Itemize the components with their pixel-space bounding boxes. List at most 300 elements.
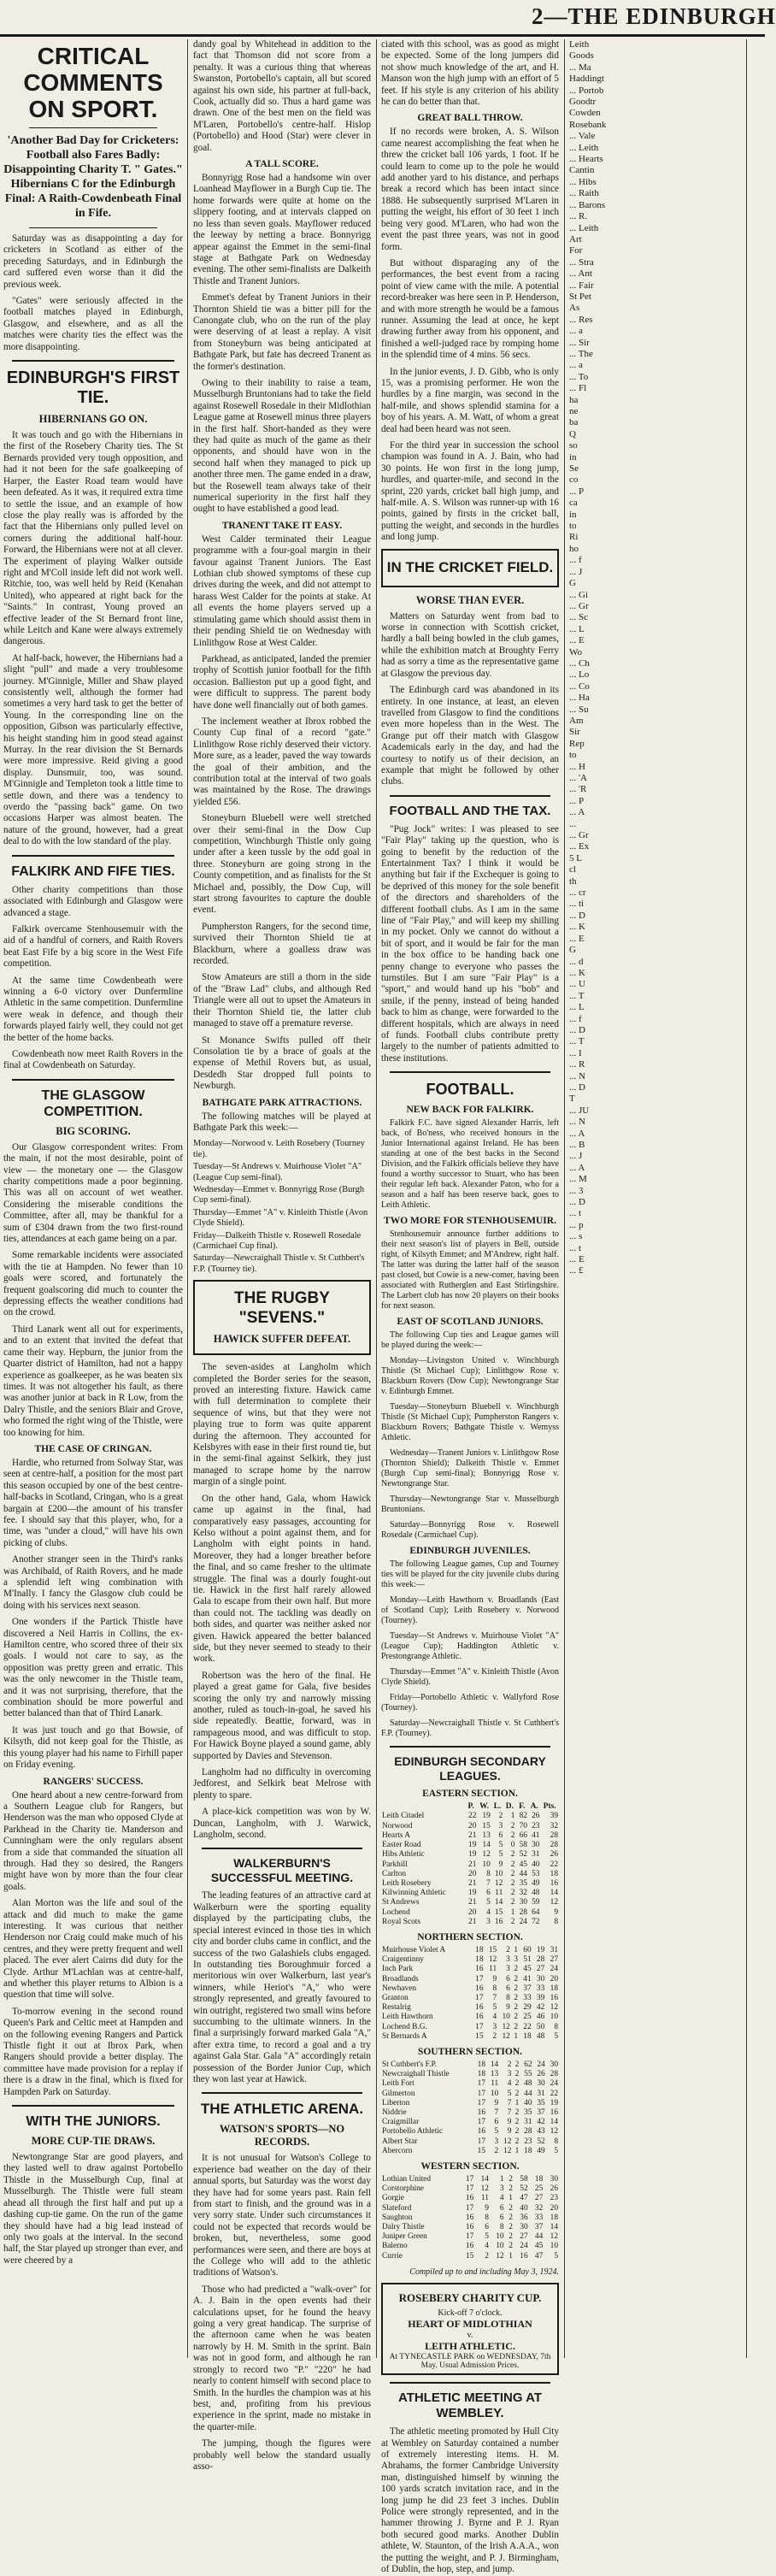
stat-cell: 18 — [477, 2060, 486, 2069]
stat-cell: 43 — [537, 2127, 545, 2137]
cropped-text-line: in — [569, 451, 577, 463]
stat-cell: 12 — [502, 2022, 510, 2031]
cropped-text-line: ... Fl — [569, 383, 587, 394]
stat-cell: 30 — [536, 1974, 545, 1984]
stat-cell: 2 — [514, 2003, 519, 2013]
stat-cell: 17 — [475, 1974, 484, 1984]
stat-cell: 0 — [510, 1841, 515, 1850]
stat-cell: 8 — [554, 1917, 558, 1926]
article-paragraph: The athletic meeting promoted by Hull City at Wembley on Saturday contained a number of extremely interesting items. H. M. Abrahams, the former Cambridge University man, distinguished himself by winning the 100 yards scratch invitation race, and in the long jump he did 23 feet 3 inches. Dublin Police were strongly represented, and in the hammer throwing J. Byrne and P. J. Ryan both secured good marks. Another Dublin athlete, W. Staunton, of the Irish A.A.A., won the putting the weight, and P. J. Birmingham, of Dublin, the hop, step, and jump. — [381, 2426, 559, 2575]
stat-cell: 33 — [523, 1993, 532, 2002]
stat-cell: 31 — [550, 1945, 558, 1954]
stat-cell: 51 — [523, 1955, 532, 1965]
headline-athletic-arena: THE ATHLETIC ARENA. — [200, 2101, 364, 2118]
team-name-cell: St Cuthbert's F.P. — [382, 2060, 437, 2069]
subheading-southern-section: SOUTHERN SECTION. — [417, 2046, 523, 2057]
stat-cell: 28 — [550, 1830, 558, 1840]
team-name-cell: Craigmillar — [382, 2118, 420, 2127]
stat-cell: 36 — [520, 2213, 528, 2222]
article-paragraph: St Monance Swifts pulled off their Consolation tie by a brace of goals at the expense of Methil Rovers but, as usual, Desdedh Star dropped full points to Newburgh. — [193, 1035, 371, 1092]
team-name-cell: Leith Hawthorn — [382, 2013, 433, 2022]
stat-cell: 24 — [550, 1965, 558, 1974]
cropped-text-line: ... Su — [569, 704, 589, 715]
stat-cell: 29 — [523, 2003, 532, 2013]
stat-cell: 49 — [537, 2146, 545, 2155]
headline-football-tax: FOOTBALL AND THE TAX. — [389, 803, 551, 818]
stat-cell: 21 — [468, 1860, 477, 1869]
article-paragraph: The following Cup ties and League games will be played during the week:— — [381, 1330, 559, 1351]
stat-cell: 1 — [510, 1812, 515, 1821]
cropped-text-line: Q — [569, 428, 576, 439]
article-paragraph: One heard about a new centre-forward from a Southern League club for Rangers, but Henderson was the man who opposed Clyde at Parkhead in the Charity tie. Manderson and Cunningham were the only regulars absent from a side that commanded the situation all through. Had they so desired, the Rangers might have won by more than the four clear goals. — [3, 1789, 183, 1892]
cropped-text-line: ... Hearts — [569, 154, 603, 165]
stat-cell: 6 — [498, 1830, 503, 1840]
stat-cell: 28 — [536, 1955, 545, 1965]
article-paragraph: Pumpherston Rangers, for the second time, survived their Thornton Shield tie at Blackburn, where a goalless draw was recorded. — [193, 921, 371, 967]
stat-cell: 2 — [509, 2174, 513, 2184]
stat-cell: 2 — [485, 2251, 489, 2261]
subheading-hibernians-go-on: HIBERNIANS GO ON. — [38, 413, 148, 426]
stat-cell: 30 — [519, 1898, 527, 1907]
stat-cell: 18 — [477, 2070, 486, 2079]
divider — [390, 1746, 550, 1748]
article-paragraph: Monday—Leith Hawthorn v. Broadlands (East of Scotland Cup); Leith Rosebery v. Norwood (Tourney). — [381, 1595, 559, 1626]
cropped-text-line: ... The — [569, 348, 593, 359]
cropped-text-line: ... a — [569, 360, 583, 371]
stat-cell: 32 — [519, 1889, 527, 1898]
stat-cell: 9 — [507, 2127, 512, 2137]
article-paragraph: On the other hand, Gala, whom Hawick came up against in the final, had comparatively easy passages, accounting for Kelso without a point against them, and for Langholm with eight points in hand. Moreover, they had a longer breather before the final, and so came fresher to the ultimate struggle. The final was a dourly fought-out tie. Hawick in the first half rarely allowed Gala to escape from their own half. But more than could not. The tackling was deadly on both sides, and quarter was neither asked nor given. Hawick appeared the better balanced side, but they never seemed to steady to their work. — [193, 1493, 371, 1665]
article-paragraph: Stoneyburn Bluebell were well stretched over their semi-final in the Dow Cup competition, Winchburgh Thistle only going under after a keen tussle by the odd goal in three. Stoneyburn are going strong in the County competition, and as finalists for the St Michael and, possibly, the Dow Cup, will start strong favourites to capture the double event. — [193, 813, 371, 916]
stat-cell: 23 — [550, 2194, 558, 2203]
stat-cell: 19 — [468, 1850, 477, 1860]
team-name-cell: Liberton — [382, 2098, 410, 2107]
stat-cell: 10 — [494, 1869, 503, 1878]
cropped-text-line: ... Fair — [569, 280, 594, 291]
stat-cell: 25 — [523, 2013, 532, 2022]
article-paragraph: Emmet's defeat by Tranent Juniors in their Thornton Shield tie was a bitter pill for the Canongate club, who on the run of the play were deserving of at least a replay. A visit from Stoneyburn was being anticipated at Bathgate Park, but fate has decreed Tranent as the former's destination. — [193, 292, 371, 372]
cropped-text-line: ... cr — [569, 887, 586, 899]
stat-cell: 5 — [498, 1850, 503, 1860]
stat-cell: 41 — [532, 1830, 540, 1840]
stat-cell: 19 — [550, 2098, 558, 2107]
stat-cell: 18 — [550, 1984, 558, 1993]
team-name-cell: Broadlands — [382, 1974, 419, 1984]
subheading-great-ball-throw: GREAT BALL THROW. — [417, 113, 523, 124]
stat-cell: 3 — [506, 1955, 510, 1965]
stat-cell: 6 — [486, 1889, 491, 1898]
column-4-cropped — [569, 39, 744, 2358]
stat-cell: 40 — [532, 1860, 540, 1869]
stat-cell: 2 — [514, 2118, 520, 2127]
cropped-text-line: ... ti — [569, 899, 585, 910]
stat-cell: 50 — [536, 2022, 545, 2031]
cropped-text-line: Cowden — [569, 108, 601, 119]
stat-cell: 46 — [536, 2013, 545, 2022]
team-name-cell: Lochend — [382, 1907, 410, 1917]
rugby-sevens-box — [193, 1280, 371, 1355]
subheading-east-of-scotland-juniors: EAST OF SCOTLAND JUNIORS. — [397, 1317, 544, 1328]
stat-cell: 24 — [537, 2060, 545, 2069]
article-paragraph: It was just touch and go that Bowsie, of Kilsyth, did not keep goal for the Thistle, as this young player had his name to Firhill paper on Friday evening. — [3, 1724, 183, 1771]
stat-cell: 6 — [485, 2223, 489, 2231]
stat-cell: 48 — [524, 2079, 532, 2089]
stat-cell: 10 — [550, 2013, 558, 2022]
headline-critical-comments: CRITICAL COMMENTS ON SPORT. — [23, 43, 163, 122]
team-name-cell: Albert Star — [382, 2137, 418, 2146]
stat-cell: 19 — [536, 1945, 545, 1954]
team-name-cell: Lochend B.G. — [382, 2022, 427, 2031]
stat-cell: 4 — [507, 2079, 512, 2089]
stat-cell: 12 — [503, 2137, 512, 2146]
stat-cell: 16 — [494, 1917, 503, 1926]
team-name-cell: Balerno — [382, 2242, 408, 2251]
stat-cell: 8 — [492, 1984, 497, 1993]
stat-cell: 23 — [524, 2137, 532, 2146]
stat-cell: 26 — [550, 2184, 558, 2194]
charity-cup-advert — [381, 2283, 559, 2375]
cropped-text-line: ... Ex — [569, 841, 590, 852]
stat-cell: 24 — [550, 2079, 558, 2089]
stat-cell: 13 — [490, 2070, 499, 2079]
subheading-more-cup-tie-draws: MORE CUP-TIE DRAWS. — [31, 2135, 156, 2148]
stat-cell: 2 — [514, 1965, 519, 1974]
article-paragraph: Newtongrange Star are good players, and they lasted well to draw against Portobello Thistle in the Musselburgh Cup, final at Musselburgh. The Thistle were full steam ahead all through the first half and put up a dashing cup-tie game. On the run of the game they should have had a big lead instead of only two goals at the interval. In the second half, the Star played up stronger than ever, and were cheered by a — [3, 2152, 183, 2266]
article-paragraph: Saturday was as disappointing a day for cricketers in Scotland as either of the preceding Saturdays, and in Edinburgh the card suffered even worse than it did the previous week. — [3, 233, 183, 290]
stat-cell: 2 — [514, 2107, 520, 2117]
stat-cell: 17 — [475, 1993, 484, 2002]
cropped-text-line: Se — [569, 463, 579, 475]
stat-cell: 6 — [499, 2203, 504, 2213]
stat-cell: 37 — [534, 2223, 544, 2231]
cropped-text-line: ... Gr — [569, 600, 589, 611]
article-paragraph: Robertson was the hero of the final. He played a great game for Gala, five besides scoring the only try and narrowly missing another, ruled as touch-in-goal, he saved his side repeatedly. Beattie, forward, was in rampageous mood, and was difficult to stop. For Hawick Boyne played a sound game, ably supported by Davies and Stevenson. — [193, 1670, 371, 1761]
cropped-text-line: ... f — [569, 1013, 582, 1024]
stat-cell: 30 — [550, 2060, 558, 2069]
table-row — [381, 2118, 559, 2127]
stat-cell: 13 — [482, 1830, 491, 1840]
table-row — [381, 2147, 559, 2156]
table-header: W. — [479, 1802, 489, 1812]
stat-cell: 7 — [494, 2107, 499, 2117]
stat-cell: 39 — [550, 1812, 558, 1821]
cropped-text-line: ... Co — [569, 681, 590, 692]
stat-cell: 17 — [477, 2098, 486, 2107]
stat-cell: 9 — [498, 1860, 503, 1869]
stat-cell: 16 — [550, 1878, 558, 1888]
article-paragraph: Wednesday—Tranent Juniors v. Linlithgow Rose (Thornton Shield); Dalkeith Thistle v. Emmet (Burgh Cup semi-final); Bonnyrigg Rose v. Newtongrange Star. — [381, 1448, 559, 1489]
stat-cell: 47 — [534, 2251, 544, 2261]
cropped-text-line: co — [569, 475, 579, 486]
table-row — [381, 1831, 559, 1841]
stat-cell: 2 — [509, 2242, 513, 2251]
stat-cell: 2 — [509, 2184, 513, 2194]
stat-cell: 16 — [465, 2242, 474, 2251]
stat-cell: 2 — [514, 2079, 520, 2089]
stat-cell: 17 — [477, 2089, 486, 2098]
cropped-text-line: ... Hibs — [569, 176, 597, 187]
stat-cell: 14 — [550, 2223, 558, 2231]
stat-cell: 17 — [477, 2079, 486, 2089]
article-paragraph: Stenhousemuir announce further additions to their next season's list of players in Bell, outside right, of Kilsyth Emmet; and M'Andrew, right half. The latter was during the latter half of the season past closed, but Cowie is a new-comer, having been associated with Rutherglen and East Stirlingshire. The Larbert club has now 20 players on their books for next season. — [381, 1229, 559, 1312]
subheading-western-section: WESTERN SECTION. — [420, 2160, 520, 2172]
fixture-item: Saturday—Newcraighall Thistle v. St Cuthbert's F.P. (Tourney tie). — [193, 1253, 365, 1274]
team-name-cell: Craigentinny — [382, 1955, 424, 1965]
stat-cell: 22 — [550, 1860, 558, 1869]
cropped-text-line: ... D — [569, 1024, 585, 1035]
stat-cell: 64 — [532, 1907, 540, 1917]
stat-cell: 5 — [507, 2089, 512, 2098]
team-name-cell: Easter Road — [382, 1841, 421, 1850]
stat-cell: 1 — [514, 2098, 520, 2107]
stat-cell: 5 — [554, 2031, 558, 2041]
table-header: D. — [505, 1802, 514, 1812]
cricket-box — [381, 549, 559, 587]
headline-walkerburn: WALKERBURN'S SUCCESSFUL MEETING. — [210, 1856, 354, 1885]
article-paragraph: dandy goal by Whitehead in addition to the fact that Thomson did not score from a penalty. It was a curious thing that whereas Swanston, Portobello's captain, all but scored against his own side, his partner at full-back, Cook, actually did so. Thus a hard game was drawn. One of the best men on the field was M'Laren, Portobello's centre-half. Hislop (Portobello) and Hood (Star) were clever in goal. — [193, 39, 371, 153]
stat-cell: 18 — [523, 2031, 532, 2041]
stat-cell: 12 — [503, 2146, 512, 2155]
stat-cell: 7 — [492, 1993, 497, 2002]
stat-cell: 12 — [550, 2127, 558, 2137]
stat-cell: 58 — [519, 1841, 527, 1850]
stat-cell: 9 — [506, 2003, 510, 2013]
fixture-item: Monday—Norwood v. Leith Rosebery (Tourney tie). — [193, 1139, 365, 1159]
stat-cell: 33 — [536, 1984, 545, 1993]
divider — [29, 127, 157, 128]
table-header — [381, 1802, 465, 1812]
stat-cell: 15 — [482, 1821, 491, 1830]
stat-cell: 14 — [482, 1841, 491, 1850]
cropped-text-line: St Pet — [569, 291, 591, 302]
article-paragraph: The leading features of an attractive card at Walkerburn were the sporting equality displayed by the participating clubs, the special interest evinced in those ties in which city and border clubs came in conflict, and the success of the two Galashiels clubs engaged. In outstanding ties Boroughmuir forced a meritorious win over Walkerburn, last year's winners, while Heriot's "A," who were strongly represented, and greatly favoured to win outright, registered two small wins before succumbing to the ultimate winners. In the final a surprisingly forward marked Gala "A," after extra time, to record a goal and a try against Gala Star. Gala "A" accordingly retain possession of the Border Junior Cup, which they won last year at Hawick. — [193, 1890, 371, 2084]
stat-cell: 2 — [510, 1917, 515, 1926]
stat-cell: 16 — [475, 2003, 484, 2013]
table-row — [381, 2013, 559, 2022]
stat-cell: 59 — [532, 1898, 540, 1907]
subheading-cringan: THE CASE OF CRINGAN. — [34, 1443, 152, 1454]
headline-deck: 'Another Bad Day for Cricketers: Football also Fares Badly: Disappointing Charity T. " Gates." Hibernians C for the Edinburgh Final: A Raith-Cowdenbeath Final in Fife. — [3, 134, 183, 220]
stat-cell: 1 — [499, 2174, 504, 2184]
stat-cell: 30 — [537, 2079, 545, 2089]
team-name-cell: Kilwinning Athletic — [382, 1889, 446, 1898]
stat-cell: 8 — [554, 2022, 558, 2031]
fixture-item: Friday—Dalkeith Thistle v. Rosewell Rosedale (Carmichael Cup final). — [193, 1230, 362, 1251]
cropped-text-line: ... Gi — [569, 589, 588, 600]
cropped-text-line: ... N — [569, 1117, 585, 1128]
article-paragraph: The seven-asides at Langholm which completed the Border series for the season, proved an interesting fixture. Hawick came with full determination to complete their sequence of wins, but that they were not playing true to form was quite apparent during the afternoon. They accounted for Kelsbyres with ease in their first round tie, but in the semi-final against Selkirk, they just managed to scrape home by the narrow margin of a single point. — [193, 1362, 371, 1488]
article-paragraph: Matters on Saturday went from bad to worse in connection with Scottish cricket, hardly a ball being bowled in the club games, while the exhibition match at Broughty Ferry had as sorry a time as the representative game at Glasgow the previous day. — [381, 610, 559, 679]
fixture-list — [193, 1139, 371, 1275]
stat-cell: 9 — [485, 2203, 489, 2213]
stat-cell: 30 — [520, 2223, 528, 2231]
table-header: A. — [530, 1802, 538, 1812]
cropped-text-line: ... Ch — [569, 657, 590, 669]
headline-wembley: ATHLETIC MEETING AT WEMBLEY. — [397, 2390, 543, 2421]
table-row — [381, 2213, 559, 2223]
cropped-text-line: ... Gr — [569, 830, 589, 841]
cropped-text-line: ... U — [569, 979, 585, 990]
stat-cell: 25 — [534, 2184, 544, 2194]
subheading-edinburgh-juveniles: EDINBURGH JUVENILES. — [409, 1546, 531, 1557]
stat-cell: 10 — [502, 2013, 510, 2022]
stat-cell: 9 — [554, 1907, 558, 1917]
divider — [390, 795, 550, 797]
stat-cell: 5 — [485, 2232, 489, 2242]
cropped-text-line: ... P — [569, 486, 585, 497]
cropped-text-line: ... Leith — [569, 222, 599, 233]
article-paragraph: Falkirk F.C. have signed Alexander Harris, left back, of Bo'ness, who received honours in the Junior International against Ireland. He has been standing at one of the best backs in the Second Division, and the Falkirk officials believe they have found a worthy successor to Stuart, who has been their regular left back. Alexander Paton, who for a season and a half has been reserve back, goes to Leith Athletic. — [381, 1118, 559, 1211]
stat-cell: 7 — [486, 1878, 491, 1888]
table-row — [381, 1860, 559, 1870]
stat-cell: 20 — [550, 1974, 558, 1984]
cropped-text-line: ... Raith — [569, 188, 599, 199]
table-header: Pts. — [543, 1802, 556, 1812]
stat-cell: 12 — [480, 2184, 489, 2194]
cropped-text-line: ... 'A — [569, 773, 587, 783]
stat-cell: 16 — [475, 2013, 484, 2022]
stat-cell: 4 — [486, 1907, 491, 1917]
article-paragraph: For the third year in succession the school champion was found in A. J. Bain, who had 30 points. He won first in the long jump, hurdles, and quarter-mile, and second in the sprint, 220 yards, cricket ball high jump, and half-mile. A. S. Wilson was runner-up with 16 points, gained by firsts in the cricket ball, putting the weight, and seconds in the hurdles and long jump. — [381, 440, 559, 543]
stat-cell: 23 — [532, 1821, 540, 1830]
article-paragraph: The following matches will be played at Bathgate Park this week:— — [193, 1111, 371, 1133]
table-row — [381, 2223, 559, 2232]
stat-cell: 19 — [468, 1841, 477, 1850]
stat-cell: 2 — [510, 1889, 515, 1898]
cropped-text-line: ... A — [569, 807, 585, 818]
column-rule — [564, 39, 565, 2358]
cropped-text-line: G — [569, 578, 576, 589]
cropped-text-line: ... L — [569, 1002, 585, 1013]
stat-cell: 1 — [510, 1907, 515, 1917]
divider — [12, 1079, 174, 1081]
cropped-text-line: ... H — [569, 761, 585, 772]
divider — [29, 227, 157, 228]
stat-cell: 15 — [488, 1945, 497, 1954]
stat-cell: 8 — [486, 1869, 491, 1878]
stat-cell: 16 — [550, 2107, 558, 2117]
article-paragraph: Falkirk overcame Stenhousemuir with the aid of a handful of corners, and Raith Rovers beat East Fife by a big score in the West Fife competition. — [3, 923, 183, 970]
cropped-text-line: so — [569, 440, 578, 451]
stat-cell: 2 — [514, 2022, 519, 2031]
team-name-cell: Dalry Thistle — [382, 2223, 425, 2231]
stat-cell: 16 — [477, 2127, 486, 2137]
table-row — [381, 1946, 559, 1955]
stat-cell: 6 — [494, 2118, 499, 2127]
article-paragraph: One wonders if the Partick Thistle have discovered a Neil Harris in Collins, the ex-Hamilton centre, who scored three of their six goals. I would not care to say, as the opposition was pretty green and erratic. This was the only newcomer in the Thistle team, and it was not surprising, therefore, that the combination should be more powerful and better balanced than that of Third Lanark. — [3, 1617, 183, 1719]
stat-cell: 42 — [536, 2003, 545, 2013]
team-name-cell: Niddrie — [382, 2107, 407, 2117]
masthead-title: 2—THE EDINBURGH — [532, 3, 776, 29]
stat-cell: 2 — [514, 2137, 520, 2146]
masthead — [0, 0, 776, 37]
cropped-text-line: ... Ma — [569, 62, 591, 73]
divider — [390, 2382, 550, 2384]
stat-cell: 11 — [489, 1965, 497, 1974]
stat-cell: 28 — [524, 2127, 532, 2137]
team-name-cell: Restalrig — [382, 2003, 411, 2013]
article-paragraph: Langholm had no difficulty in overcoming Jedforest, and Selkirk beat Melrose with plenty to spare. — [193, 1767, 371, 1801]
stat-cell: 44 — [524, 2089, 532, 2098]
stat-cell: 52 — [520, 2184, 528, 2194]
cropped-text-line: ... 3 — [569, 1185, 584, 1196]
stat-cell: 55 — [524, 2070, 532, 2079]
column-3 — [381, 39, 559, 2575]
column-rule — [187, 39, 188, 2358]
article-paragraph: Those who had predicted a "walk-over" for A. J. Bain in the open events had their calculations upset, for he found the heavy going a very great handicap. The surprise of the afternoon came when he was beaten narrowly by H. M. Smith in the sprint. Bain was not in good form, and although he ran strongly to record two "P." "220" he had nearly to content himself with second place to Smith. In the hurdles the champion was at his best, and, profiting from his previous experience in the sprint, made no mistake in the quarter-mile. — [193, 2284, 371, 2432]
stat-cell: 45 — [519, 1860, 527, 1869]
cropped-text-line: Goodtr — [569, 97, 597, 108]
table-row — [381, 2232, 559, 2242]
cropped-text-line: ... Sir — [569, 337, 590, 348]
cropped-text-line: ca — [569, 498, 578, 509]
stat-cell: 21 — [468, 1878, 477, 1888]
subheading-worse-than-ever: WORSE THAN EVER. — [415, 593, 525, 606]
team-name-cell: Parkhill — [382, 1860, 408, 1869]
table-header-row — [381, 1802, 559, 1812]
stat-cell: 2 — [514, 2070, 520, 2079]
stat-cell: 35 — [537, 2098, 545, 2107]
article-paragraph: Saturday—Bonnyrigg Rose v. Rosewell Rosedale (Carmichael Cup). — [381, 1520, 559, 1541]
stat-cell: 53 — [532, 1869, 540, 1878]
table-row — [381, 1822, 559, 1831]
table-row — [381, 1975, 559, 1984]
cropped-text-line: ... N — [569, 1070, 585, 1082]
stat-cell: 45 — [534, 2242, 544, 2251]
stat-cell: 2 — [509, 2203, 513, 2213]
stat-cell: 20 — [468, 1869, 477, 1878]
cropped-text-line: Goods — [569, 50, 594, 62]
table-row — [381, 2070, 559, 2079]
stat-cell: 18 — [534, 2174, 544, 2184]
stat-cell: 10 — [482, 1860, 491, 1869]
stat-cell: 24 — [520, 2242, 528, 2251]
stat-cell: 6 — [506, 1984, 510, 1993]
stat-cell: 12 — [482, 1850, 491, 1860]
cropped-text-line: ... B — [569, 1140, 585, 1150]
team-name-cell: Newcraighall Thistle — [382, 2070, 450, 2079]
advert-title: ROSEBERY CHARITY CUP. — [398, 2291, 542, 2305]
advert-team: LEITH ATHLETIC. — [425, 2340, 515, 2353]
table-row — [381, 1984, 559, 1994]
stat-cell: 8 — [499, 2223, 504, 2231]
stat-cell: 12 — [488, 1955, 497, 1965]
stat-cell: 18 — [550, 2213, 558, 2222]
cropped-text-line: ... T — [569, 1036, 585, 1047]
cropped-text-line: ... D — [569, 1197, 585, 1208]
headline-secondary-leagues: EDINBURGH SECONDARY LEAGUES. — [394, 1754, 546, 1783]
stat-cell: 3 — [506, 1965, 510, 1974]
stat-cell: 60 — [523, 1945, 532, 1954]
stat-cell: 2 — [514, 2089, 520, 2098]
team-name-cell: Abercorn — [382, 2146, 413, 2155]
table-row — [381, 2252, 559, 2261]
article-paragraph: "Gates" were seriously affected in the football matches played in Edinburgh, Glasgow, and elsewhere, and as all the matches were charity ties the effect was the more disappointing. — [3, 296, 183, 352]
subheading-hawick-suffer-defeat: HAWICK SUFFER DEFEAT. — [213, 1333, 351, 1346]
stat-cell: 20 — [468, 1821, 477, 1830]
team-name-cell: Portobello Athletic — [382, 2127, 444, 2137]
stat-cell: 2 — [510, 1878, 515, 1888]
team-name-cell: Inch Park — [382, 1965, 414, 1974]
table-row — [381, 2090, 559, 2099]
stat-cell: 4 — [499, 2194, 504, 2203]
stat-cell: 5 — [498, 1841, 503, 1850]
stat-cell: 3 — [499, 2184, 504, 2194]
subheading-a-tall-score: A TALL SCORE. — [245, 159, 319, 170]
cropped-text-line: ... Vale — [569, 131, 596, 142]
cropped-text-line: ... Sc — [569, 612, 588, 623]
stat-cell: 17 — [465, 2203, 474, 2213]
